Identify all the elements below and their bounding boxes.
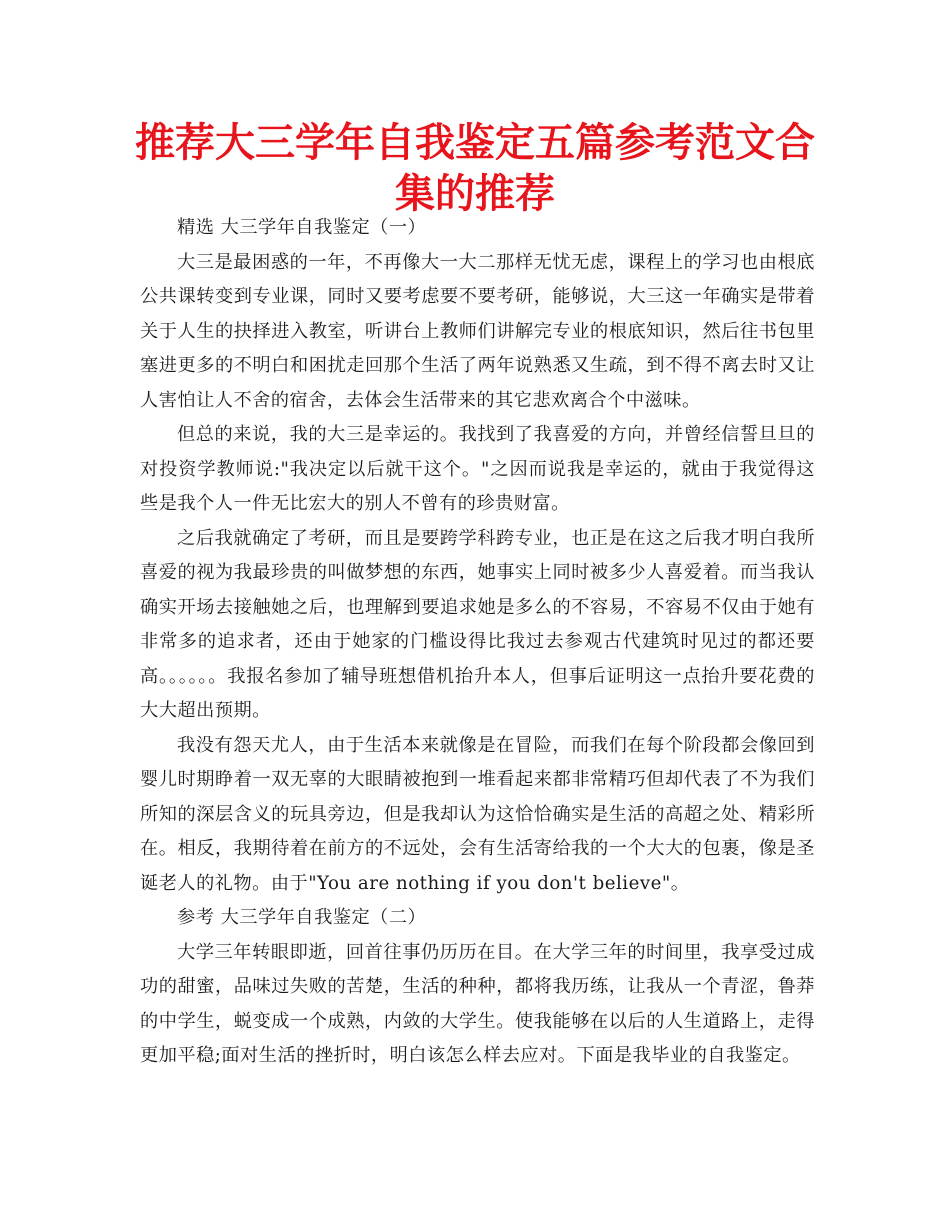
- paragraph: 大学三年转眼即逝，回首往事仍历历在目。在大学三年的时间里，我享受过成功的甜蜜，品味过失败的苦楚，生活的种种，都将我历练，让我从一个青涩，鲁莽的中学生，蜕变成一个成熟，内敛的大学生。使我能够在以后的人生道路上，走得更加平稳;面对生活的挫折时，明白该怎么样去应对。下面是我毕业的自我鉴定。: [140, 941, 815, 1066]
- paragraph: 但总的来说，我的大三是幸运的。我找到了我喜爱的方向，并曾经信誓旦旦的对投资学教师说:"我决定以后就干这个。"之因而说我是幸运的，就由于我觉得这些是我个人一件无比宏大的别人不曾有的珍贵财富。: [140, 424, 815, 514]
- paragraph: 之后我就确定了考研，而且是要跨学科跨专业，也正是在这之后我才明白我所喜爱的视为我最珍贵的叫做梦想的东西，她事实上同时被多少人喜爱着。而当我认确实开场去接触她之后，也理解到要追求她是多么的不容易，不容易不仅由于她有非常多的追求者，还由于她家的门槛设得比我过去参观古代建筑时见过的都还要高。。。。。。我报名参加了辅导班想借机抬升本人，但事后证明这一点抬升要花费的大大超出预期。: [140, 527, 815, 721]
- section-heading: 参考 大三学年自我鉴定（二）: [177, 907, 427, 928]
- section-heading: 精选 大三学年自我鉴定（一）: [177, 217, 427, 238]
- document-title: 推荐大三学年自我鉴定五篇参考范文合集的推荐: [135, 120, 815, 217]
- paragraph: 我没有怨天尤人，由于生活本来就像是在冒险，而我们在每个阶段都会像回到婴儿时期睁着一双无辜的大眼睛被抱到一堆看起来都非常精巧但却代表了不为我们所知的深层含义的玩具旁边，但是我却认为这恰恰确实是生活的高超之处、精彩所在。相反，我期待着在前方的不远处，会有生活寄给我的一个大大的包裹，像是圣诞老人的礼物。由于"You are nothing if you don't believe"。: [140, 734, 815, 894]
- document-body: [140, 211, 815, 1074]
- paragraph: 大三是最困惑的一年，不再像大一大二那样无忧无虑，课程上的学习也由根底公共课转变到专业课，同时又要考虑要不要考研，能够说，大三这一年确实是带着关于人生的抉择进入教室，听讲台上教师们讲解完专业的根底知识，然后往书包里塞进更多的不明白和困扰走回那个生活了两年说熟悉又生疏，到不得不离去时又让人害怕让人不舍的宿舍，去体会生活带来的其它悲欢离合个中滋味。: [140, 251, 815, 411]
